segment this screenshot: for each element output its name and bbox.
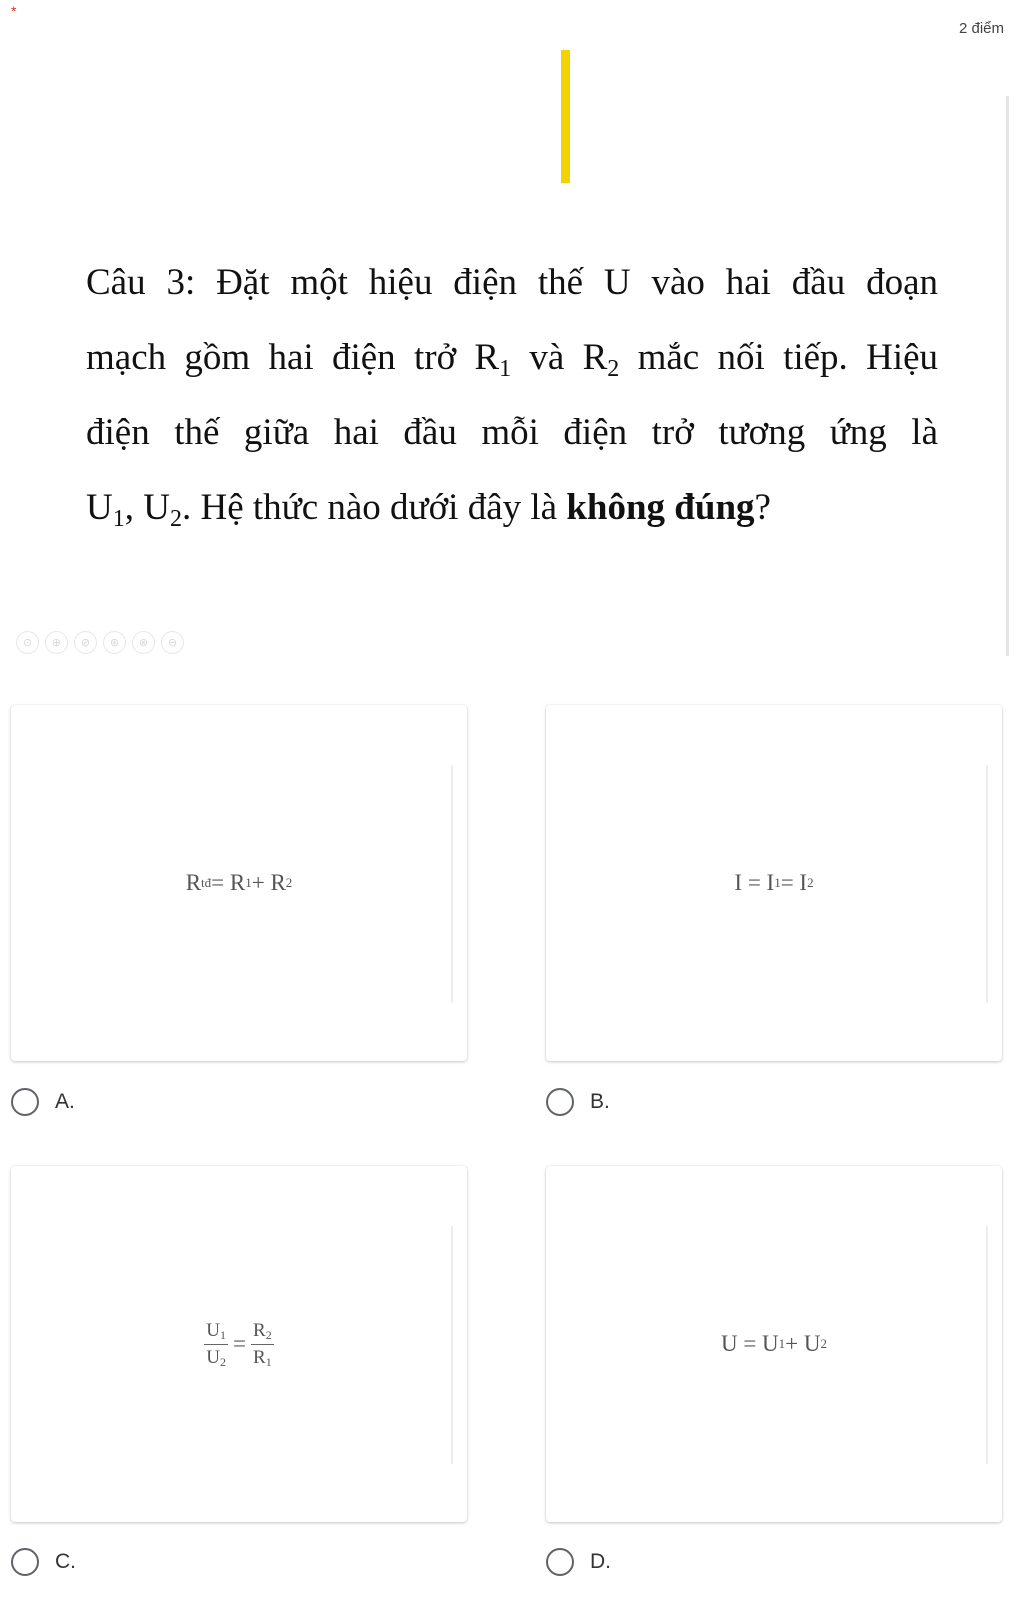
subscript: 1 <box>112 506 125 532</box>
settings-icon: ⊛ <box>103 631 126 654</box>
option-c-radio[interactable] <box>11 1548 39 1576</box>
option-d-radio[interactable] <box>546 1548 574 1576</box>
formula-text: R <box>253 1319 266 1341</box>
image-toolbar <box>16 631 184 654</box>
zoom-icon: ⊙ <box>16 631 39 654</box>
subscript: 2 <box>265 1327 272 1342</box>
option-d-choice[interactable] <box>546 1548 611 1576</box>
question-text: U <box>86 487 113 528</box>
question-text: ? <box>754 487 771 528</box>
formula-text: U <box>206 1346 221 1368</box>
option-a-radio[interactable] <box>11 1088 39 1116</box>
formula-text: R <box>185 870 202 895</box>
question-emphasis: không đúng <box>566 487 755 528</box>
option-c-label: C. <box>55 1550 76 1573</box>
option-a-label: A. <box>55 1090 75 1113</box>
option-a-formula: R tđ = R 1 + R 2 <box>185 870 293 895</box>
question-image-divider <box>1006 96 1009 656</box>
option-b-image-card[interactable] <box>546 705 1002 1061</box>
fraction-numerator <box>251 1320 274 1345</box>
subscript: 2 <box>607 356 620 382</box>
option-b-choice[interactable] <box>546 1088 610 1116</box>
option-a-image-card[interactable] <box>11 705 467 1061</box>
question-line-3: điện thế giữa hai đầu mỗi điện trở tương ứng là <box>86 412 938 453</box>
block-icon: ⊘ <box>74 631 97 654</box>
question-text: . Hệ thức nào dưới đây là <box>181 487 567 528</box>
question-line-1: Câu 3: Đặt một hiệu điện thế U vào hai đầu đoạn <box>86 262 938 303</box>
question-text: và R <box>511 337 608 378</box>
left-fraction <box>204 1320 228 1369</box>
yellow-cursor-bar <box>561 50 570 183</box>
option-b-radio[interactable] <box>546 1088 574 1116</box>
subscript: 1 <box>499 356 512 382</box>
close-icon: ⊗ <box>132 631 155 654</box>
fraction-numerator <box>204 1320 228 1345</box>
subscript: 2 <box>169 506 182 532</box>
formula-text: U <box>206 1319 221 1341</box>
formula-text: + R <box>251 870 286 895</box>
question-text: mắc nối tiếp. Hiệu <box>619 337 939 378</box>
add-icon: ⊕ <box>45 631 68 654</box>
formula-text: + U <box>785 1331 821 1356</box>
option-d-label: D. <box>590 1550 611 1573</box>
option-c-formula <box>11 1166 467 1522</box>
formula-text: R <box>253 1346 266 1368</box>
option-d-formula: U = U 1 + U 2 <box>720 1331 828 1356</box>
subscript: 2 <box>220 1354 227 1369</box>
question-points: 2 điểm <box>958 20 1004 37</box>
question-image <box>86 245 938 545</box>
subscript: 1 <box>265 1354 272 1369</box>
formula-text: = I <box>780 870 808 895</box>
question-text: mạch gồm hai điện trở R <box>86 337 500 378</box>
option-b-formula: I = I 1 = I 2 <box>734 870 814 895</box>
option-b-label: B. <box>590 1090 610 1113</box>
formula-text: I = I <box>734 870 775 895</box>
fraction-denominator <box>206 1345 226 1369</box>
subscript: 1 <box>220 1327 227 1342</box>
option-c-choice[interactable] <box>11 1548 76 1576</box>
formula-text: = R <box>211 870 246 895</box>
option-a-choice[interactable] <box>11 1088 75 1116</box>
equals-sign: = <box>233 1331 247 1356</box>
question-line-4 <box>86 470 938 545</box>
option-c-image-card[interactable] <box>11 1166 467 1522</box>
required-asterisk: * <box>11 3 17 19</box>
question-text: , U <box>124 487 170 528</box>
option-d-image-card[interactable] <box>546 1166 1002 1522</box>
question-line-2 <box>86 320 938 395</box>
fraction-denominator <box>253 1345 272 1369</box>
remove-icon: ⊖ <box>161 631 184 654</box>
right-fraction <box>251 1320 274 1369</box>
formula-text: U = U <box>720 1331 779 1356</box>
